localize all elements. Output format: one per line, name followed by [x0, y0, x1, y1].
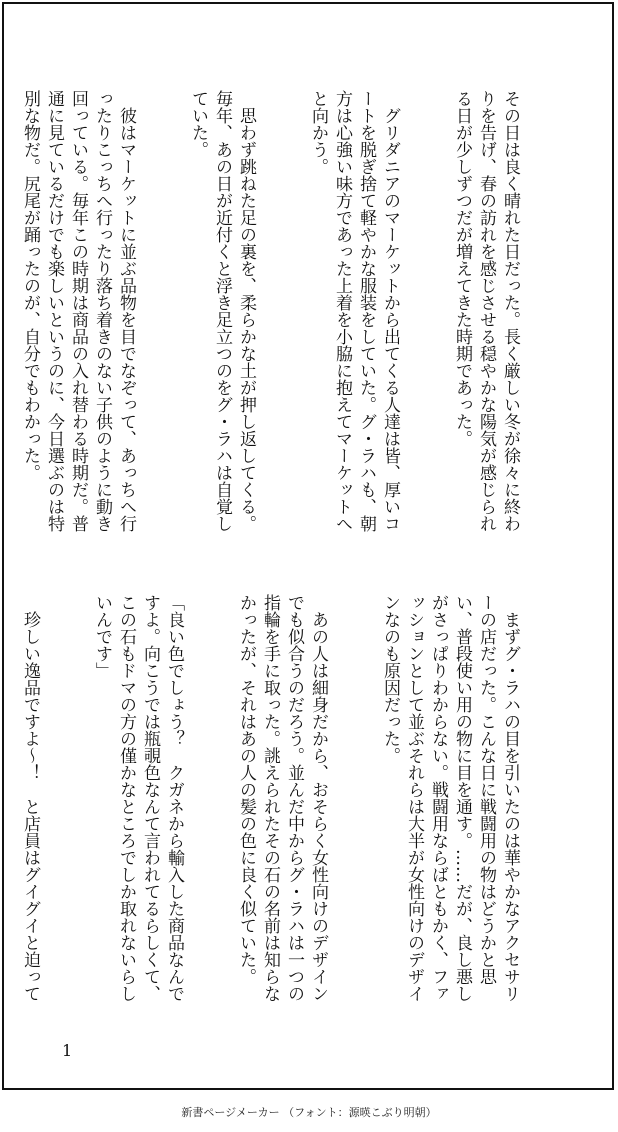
- page-frame: [2, 2, 614, 1090]
- paragraph: 彼はマーケットに並ぶ品物を目でなぞって、あっちへ行ったりこっちへ行ったり落ち着きのない子供のように動き回っている。毎年この時期は商品の入れ替わる時期だ。普通に見ているだけでも楽しいというのに、今日選ぶのは特別な物だ。尻尾が踊ったのが、自分でもわかった。: [20, 90, 136, 532]
- paragraph: グリダニアのマーケットから出てくる人達は皆、厚いコートを脱ぎ捨て軽やかな服装をしていた。グ・ラハも、朝方は心強い味方であった上着を小脇に抱えてマーケットへと向かう。: [308, 90, 400, 532]
- paragraph: 珍しい逸品ですよ～！ と店員はグイグイと迫って: [20, 594, 40, 1002]
- text-block-bottom: [20, 594, 570, 1012]
- paragraph: その日は良く晴れた日だった。長く厳しい冬が徐々に終わりを告げ、春の訪れを感じさせる穏やかな陽気が感じられる日が少しずつだが増えてきた時期であった。: [452, 90, 520, 532]
- paragraph: 思わず跳ねた足の裏を、柔らかな土が押し返してくる。毎年、あの日が近付くと浮き足立つのをグ・ラハは自覚していた。: [188, 90, 256, 532]
- paragraph: まずグ・ラハの目を引いたのは華やかなアクセサリーの店だった。こんな日に戦闘用の物はどうかと思い、普段使い用の物に目を通す。……だが、良し悪しがさっぱりわからない。戦闘用ならばともかく、ファッションとして並ぶそれらは大半が女性向けのデザインなのも原因だった。: [380, 594, 520, 1002]
- text-block-top: [20, 90, 570, 546]
- paragraph: あの人は細身だから、おそらく女性向けのデザインでも似合うのだろう。並んだ中からグ・ラハは一つの指輪を手に取った。誂えられたその石の名前は知らなかったが、それはあの人の髪の色に良く似ていた。: [236, 594, 328, 1002]
- paragraph: 「良い色でしょう？ クガネから輸入した商品なんですよ。向こうでは瓶覗色なんて言われてるらしくて、この石もドマの方の僅かなところでしか取れないらしいんです」: [92, 594, 184, 1002]
- page-number: 1: [62, 1041, 73, 1060]
- footer-caption: 新書ページメーカー （フォント：源暎こぶり明朝）: [181, 1106, 437, 1119]
